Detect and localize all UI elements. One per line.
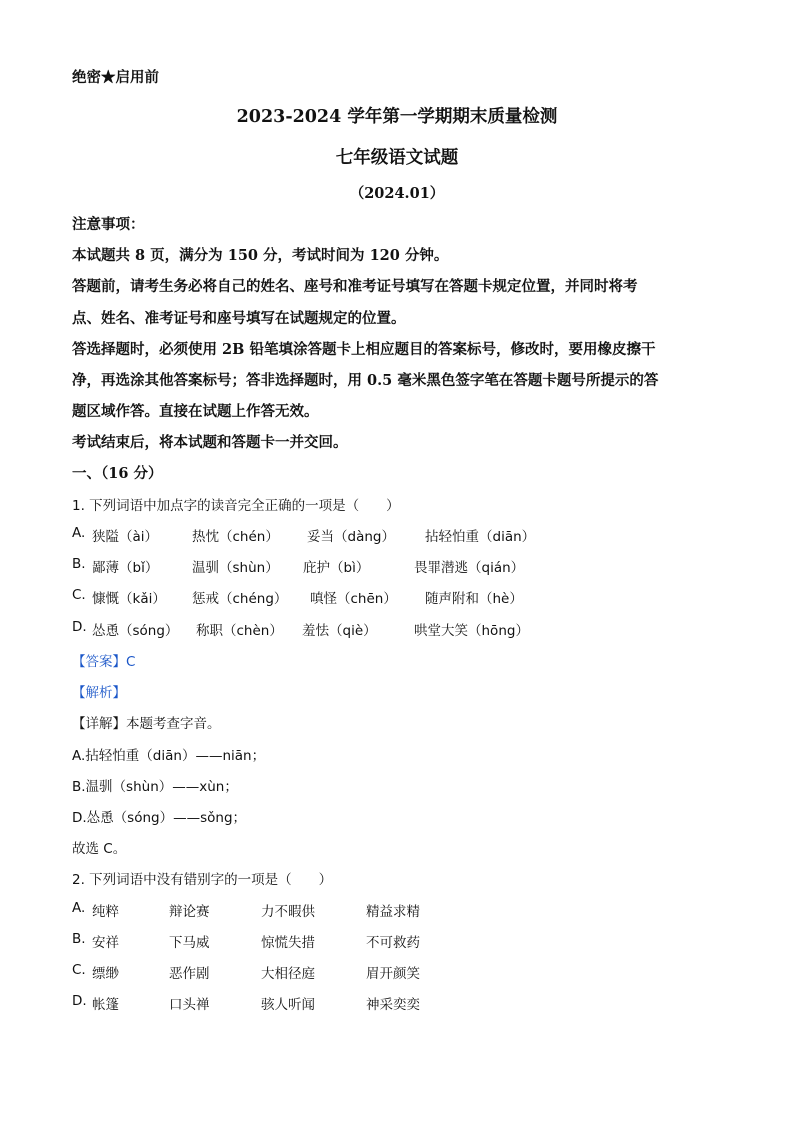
option-item: 帐篷 [92, 997, 119, 1013]
option-item: 惊慌失措 [261, 935, 315, 951]
note-line: 净，再选涂其他答案标号；答非选择题时，用 0.5 毫米黑色签字笔在答题卡题号所提示的答 [72, 372, 659, 389]
option-item: 哄堂大笑（hōng） [414, 623, 529, 639]
option-item: 随声附和（hè） [425, 591, 523, 607]
option-item: 下马威 [169, 935, 210, 951]
note-line: 答选择题时，必须使用 2B 铅笔填涂答题卡上相应题目的答案标号，修改时，要用橡皮擦干 [72, 341, 656, 358]
note-line: 考试结束后，将本试题和答题卡一并交回。 [72, 434, 348, 451]
choice-conclusion: 故选 C。 [72, 841, 127, 857]
option-item: 眉开颜笑 [366, 966, 420, 982]
option-item: 辩论赛 [169, 904, 210, 920]
option-letter: C. [72, 587, 86, 603]
detail-text: 【详解】本题考查字音。 [72, 716, 221, 732]
exam-title: 2023-2024 学年第一学期期末质量检测 [236, 107, 558, 127]
note-line: 本试题共 8 页，满分为 150 分，考试时间为 120 分钟。 [72, 247, 449, 264]
option-item: 庇护（bì） [303, 560, 370, 576]
option-item: 惩戒（chéng） [192, 591, 288, 607]
option-item: 神采奕奕 [366, 997, 420, 1013]
option-item: 妥当（dàng） [307, 529, 395, 545]
exam-date: （2024.01） [349, 185, 445, 202]
option-letter: C. [72, 962, 86, 978]
option-item: 鄙薄（bǐ） [92, 560, 159, 576]
explanation-line: B.温驯（shùn）——xùn； [72, 779, 238, 795]
option-item: 畏罪潜逃（qián） [414, 560, 525, 576]
option-item: 大相径庭 [261, 966, 315, 982]
note-line: 点、姓名、准考证号和座号填写在试题规定的位置。 [72, 310, 406, 327]
option-item: 安祥 [92, 935, 119, 951]
option-item: 骇人听闻 [261, 997, 315, 1013]
explanation-line: D.怂恿（sóng）——sǒng； [72, 810, 247, 826]
option-item: 羞怯（qiè） [302, 623, 377, 639]
notes-heading: 注意事项： [72, 216, 145, 233]
option-letter: A. [72, 900, 86, 916]
option-item: 不可救药 [366, 935, 420, 951]
question-1-stem: 1. 下列词语中加点字的读音完全正确的一项是（ ） [72, 498, 400, 514]
option-letter: D. [72, 619, 87, 635]
option-item: 怂恿（sóng） [92, 623, 179, 639]
option-item: 称职（chèn） [196, 623, 283, 639]
option-item: 狭隘（ài） [92, 529, 159, 545]
option-item: 拈轻怕重（diān） [425, 529, 536, 545]
option-item: 纯粹 [92, 904, 119, 920]
note-line: 题区域作答。直接在试题上作答无效。 [72, 403, 319, 420]
answer-label: 【答案】C [72, 654, 136, 670]
question-2-stem: 2. 下列词语中没有错别字的一项是（ ） [72, 872, 333, 888]
confidential-label: 绝密★启用前 [72, 69, 159, 86]
option-item: 恶作剧 [169, 966, 210, 982]
option-item: 口头禅 [169, 997, 210, 1013]
option-item: 热忱（chén） [192, 529, 279, 545]
option-item: 力不暇供 [261, 904, 315, 920]
option-item: 温驯（shùn） [192, 560, 279, 576]
option-letter: B. [72, 556, 86, 572]
option-item: 慷慨（kǎi） [92, 591, 166, 607]
explanation-line: A.拈轻怕重（diān）——niān； [72, 748, 266, 764]
note-line: 答题前，请考生务必将自己的姓名、座号和准考证号填写在答题卡规定位置，并同时将考 [72, 278, 638, 295]
option-letter: A. [72, 525, 86, 541]
option-letter: B. [72, 931, 86, 947]
analysis-label: 【解析】 [72, 685, 126, 701]
option-item: 缥缈 [92, 966, 119, 982]
option-letter: D. [72, 993, 87, 1009]
exam-subtitle: 七年级语文试题 [335, 148, 459, 168]
option-item: 精益求精 [366, 904, 420, 920]
option-item: 嗔怪（chēn） [310, 591, 397, 607]
section-heading: 一、（16 分） [72, 465, 163, 482]
